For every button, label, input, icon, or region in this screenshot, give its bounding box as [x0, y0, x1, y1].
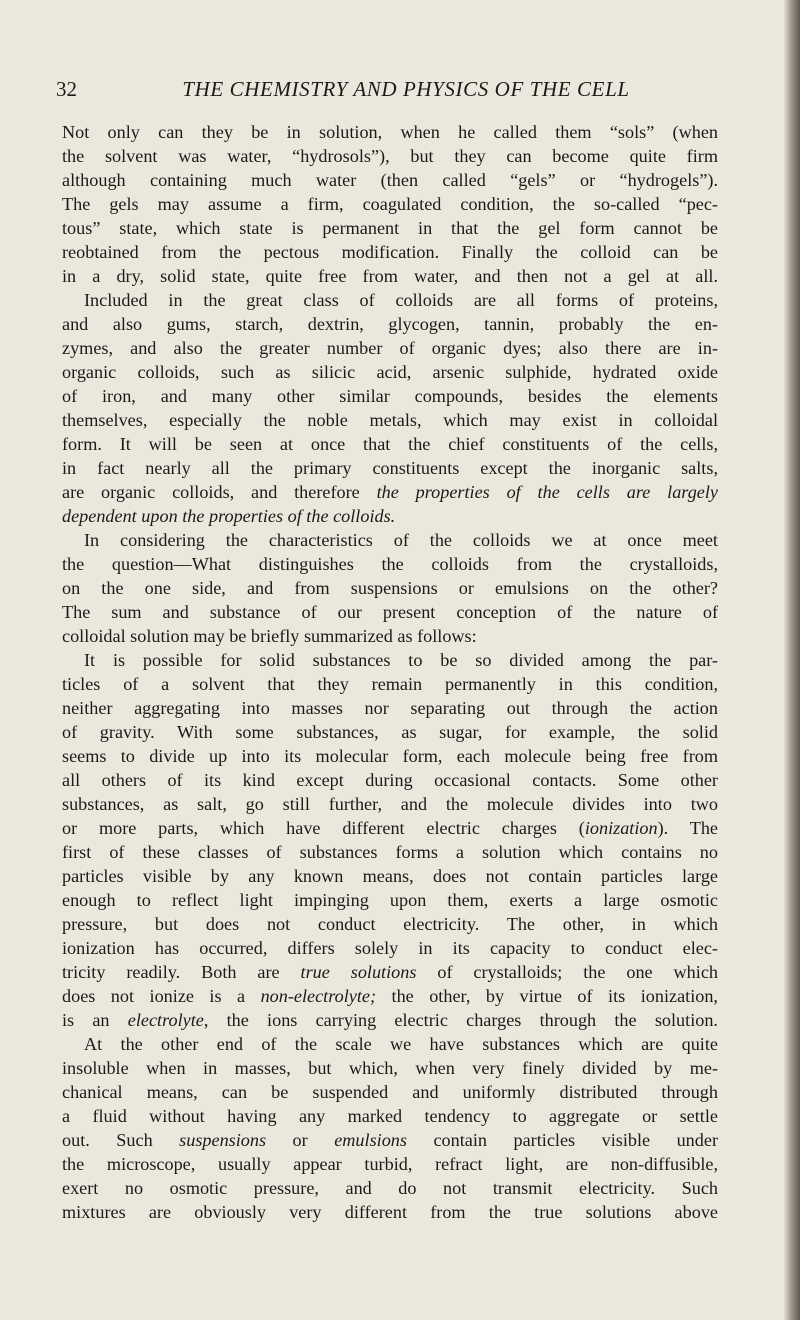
text-segment: mixtures are obviously very different from the true solutions above [62, 1202, 718, 1222]
text-line [62, 1176, 718, 1200]
text-segment: pressure, but does not conduct electricity. The other, in which [62, 914, 718, 934]
text-segment: does not ionize is a [62, 986, 261, 1006]
text-segment: Not only can they be in solution, when he called them “sols” (when [62, 122, 718, 142]
text-segment: tricity readily. Both are [62, 962, 301, 982]
text-line [62, 888, 718, 912]
text-segment: the other, by virtue of its ionization, [376, 986, 718, 1006]
text-segment: insoluble when in masses, but which, when very finely divided by me- [62, 1058, 718, 1078]
text-line [62, 144, 718, 168]
text-segment: in fact nearly all the primary constituents except the inorganic salts, [62, 458, 718, 478]
italic-text: electrolyte [127, 1010, 204, 1030]
text-line [62, 912, 718, 936]
text-line [62, 768, 718, 792]
text-segment: first of these classes of substances forms a solution which contains no [62, 842, 718, 862]
text-line [62, 1152, 718, 1176]
italic-text: ionization [584, 818, 658, 838]
page-edge-shadow [784, 0, 800, 1320]
text-line [62, 600, 718, 624]
text-line [62, 1128, 718, 1152]
text-segment: form. It will be seen at once that the chief constituents of the cells, [62, 434, 718, 454]
text-line [62, 840, 718, 864]
text-segment: colloidal solution may be briefly summarized as follows: [62, 626, 477, 646]
text-line [62, 1200, 718, 1224]
text-segment: chanical means, can be suspended and uniformly distributed through [62, 1082, 718, 1102]
text-line [62, 384, 718, 408]
text-line [62, 1032, 718, 1056]
text-line [62, 432, 718, 456]
text-line [62, 216, 718, 240]
italic-text: true solutions [300, 962, 417, 982]
text-line [62, 456, 718, 480]
text-line [62, 408, 718, 432]
text-segment: the question—What distinguishes the colloids from the crystalloids, [62, 554, 718, 574]
text-segment: or [266, 1130, 335, 1150]
text-line [62, 960, 718, 984]
text-line [62, 360, 718, 384]
text-line [62, 192, 718, 216]
italic-text: non-electrolyte; [260, 986, 377, 1006]
page-number: 32 [56, 77, 77, 101]
text-segment: in a dry, solid state, quite free from water, and then not a gel at all. [62, 266, 718, 286]
italic-text: emulsions [334, 1130, 407, 1150]
text-line [62, 336, 718, 360]
text-segment: tous” state, which state is permanent in that the gel form cannot be [62, 218, 718, 238]
text-segment: of iron, and many other similar compounds, besides the elements [62, 386, 718, 406]
text-line [62, 480, 718, 504]
text-line [62, 1008, 718, 1032]
text-segment: ticles of a solvent that they remain permanently in this condition, [62, 674, 718, 694]
text-line [62, 504, 718, 528]
italic-text: dependent upon the properties of the colloids. [62, 506, 396, 526]
text-segment: although containing much water (then called “gels” or “hydrogels”). [62, 170, 718, 190]
text-line [62, 696, 718, 720]
text-segment: zymes, and also the greater number of organic dyes; also there are in- [62, 338, 718, 358]
running-title: THE CHEMISTRY AND PHYSICS OF THE CELL [182, 77, 630, 101]
text-segment: exert no osmotic pressure, and do not transmit electricity. Such [62, 1178, 718, 1198]
text-line [62, 576, 718, 600]
text-segment: a fluid without having any marked tendency to aggregate or settle [62, 1106, 718, 1126]
text-line [62, 1104, 718, 1128]
text-segment: and also gums, starch, dextrin, glycogen, tannin, probably the en- [62, 314, 718, 334]
text-line [62, 1080, 718, 1104]
text-line [62, 552, 718, 576]
text-segment: In considering the characteristics of the colloids we at once meet [84, 530, 718, 550]
text-segment: , the ions carrying electric charges through the solution. [203, 1010, 718, 1030]
text-line [62, 240, 718, 264]
text-segment: reobtained from the pectous modification. Finally the colloid can be [62, 242, 718, 262]
text-line [62, 864, 718, 888]
text-segment: The sum and substance of our present conception of the nature of [62, 602, 718, 622]
text-line [62, 936, 718, 960]
text-segment: the microscope, usually appear turbid, refract light, are non-diffusible, [62, 1154, 718, 1174]
text-segment: ionization has occurred, differs solely in its capacity to conduct elec- [62, 938, 718, 958]
text-segment: of crystalloids; the one which [416, 962, 718, 982]
text-segment: the solvent was water, “hydrosols”), but they can become quite firm [62, 146, 718, 166]
italic-text: suspensions [179, 1130, 267, 1150]
text-segment: contain particles visible under [406, 1130, 718, 1150]
text-line [62, 792, 718, 816]
text-line [62, 984, 718, 1008]
text-line [62, 168, 718, 192]
text-segment: At the other end of the scale we have substances which are quite [84, 1034, 718, 1054]
text-segment: neither aggregating into masses nor separating out through the action [62, 698, 718, 718]
text-segment: Included in the great class of colloids are all forms of proteins, [84, 290, 718, 310]
text-segment: or more parts, which have different electric charges ( [62, 818, 585, 838]
text-segment: It is possible for solid substances to be so divided among the par- [84, 650, 718, 670]
text-segment: substances, as salt, go still further, and the molecule divides into two [62, 794, 718, 814]
text-line [62, 648, 718, 672]
text-line [62, 816, 718, 840]
body-text [62, 120, 718, 1224]
text-segment: out. Such [62, 1130, 180, 1150]
text-line [62, 744, 718, 768]
text-line [62, 528, 718, 552]
text-line [62, 1056, 718, 1080]
text-segment: particles visible by any known means, does not contain particles large [62, 866, 718, 886]
page-header [56, 74, 756, 104]
text-line [62, 720, 718, 744]
text-segment: of gravity. With some substances, as sugar, for example, the solid [62, 722, 718, 742]
text-segment: ). The [657, 818, 718, 838]
text-line [62, 264, 718, 288]
text-line [62, 288, 718, 312]
text-line [62, 120, 718, 144]
italic-text: the properties of the cells are largely [376, 482, 718, 502]
text-line [62, 312, 718, 336]
text-segment: all others of its kind except during occasional contacts. Some other [62, 770, 718, 790]
text-segment: enough to reflect light impinging upon them, exerts a large osmotic [62, 890, 718, 910]
text-line [62, 672, 718, 696]
text-segment: is an [62, 1010, 128, 1030]
text-segment: themselves, especially the noble metals, which may exist in colloidal [62, 410, 718, 430]
text-segment: on the one side, and from suspensions or emulsions on the other? [62, 578, 718, 598]
text-line [62, 624, 718, 648]
text-segment: organic colloids, such as silicic acid, arsenic sulphide, hydrated oxide [62, 362, 718, 382]
text-segment: The gels may assume a firm, coagulated condition, the so-called “pec- [62, 194, 718, 214]
text-segment: seems to divide up into its molecular form, each molecule being free from [62, 746, 718, 766]
text-segment: are organic colloids, and therefore [62, 482, 377, 502]
